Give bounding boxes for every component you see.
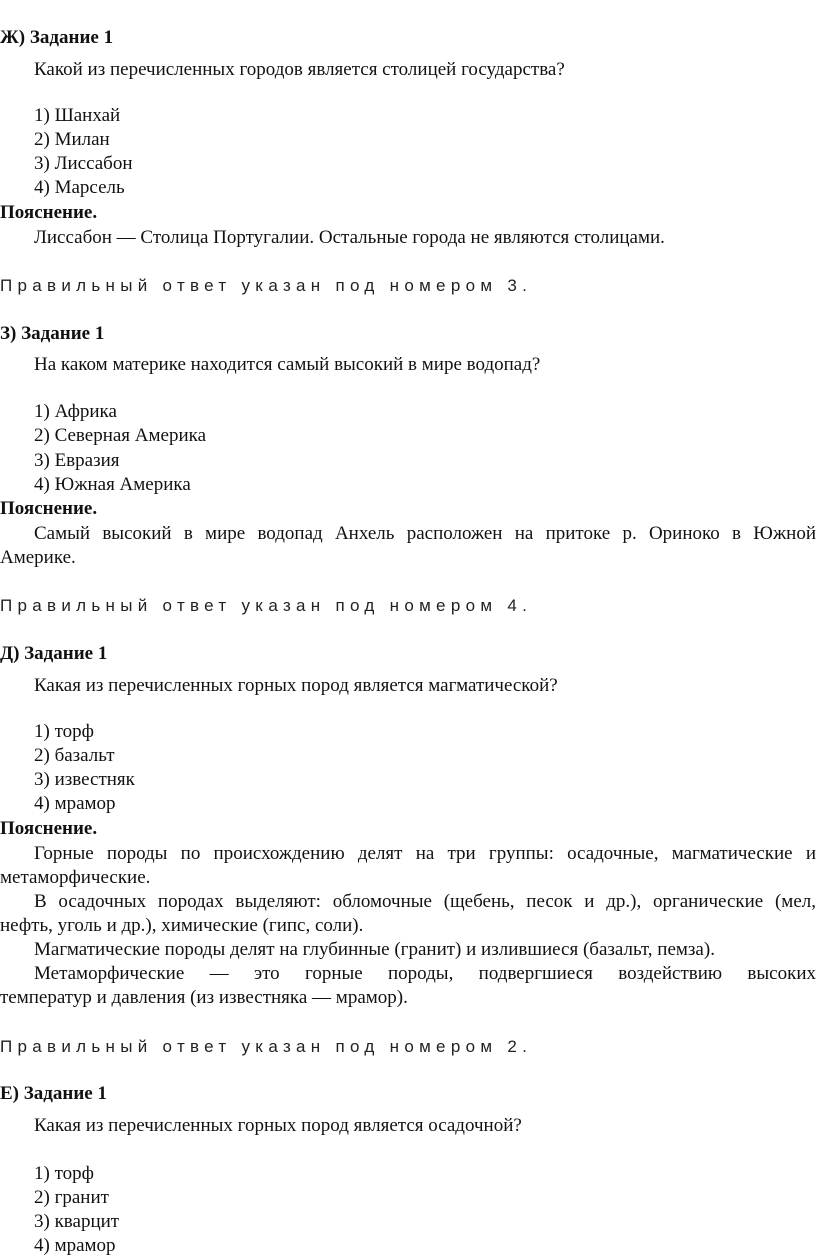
correct-answer-note: Правильный ответ указан под номером 3. bbox=[0, 276, 533, 295]
explanation-text: нефть, уголь и др.), химические (гипс, соли). bbox=[0, 915, 364, 936]
answer-option: 4) мрамор bbox=[34, 1235, 116, 1256]
explanation-text: температур и давления (из известняка — мрамор). bbox=[0, 987, 408, 1008]
answer-option: 4) Южная Америка bbox=[34, 474, 191, 495]
answer-option: 4) мрамор bbox=[34, 793, 116, 814]
section-heading: Д) Задание 1 bbox=[0, 643, 108, 664]
answer-option: 3) кварцит bbox=[34, 1211, 120, 1232]
answer-option: 1) Африка bbox=[34, 401, 117, 422]
section-heading: Е) Задание 1 bbox=[0, 1083, 107, 1104]
correct-answer-note: Правильный ответ указан под номером 2. bbox=[0, 1037, 533, 1056]
answer-option: 2) гранит bbox=[34, 1187, 109, 1208]
explanation-text: В осадочных породах выделяют: обломочные (щебень, песок и др.), органические (мел, bbox=[34, 891, 816, 912]
correct-answer-note: Правильный ответ указан под номером 4. bbox=[0, 596, 533, 615]
section-heading: Ж) Задание 1 bbox=[0, 27, 114, 48]
answer-option: 3) Евразия bbox=[34, 450, 120, 471]
answer-option: 2) базальт bbox=[34, 745, 115, 766]
explanation-text: Метаморфические — это горные породы, подвергшиеся воздействию высоких bbox=[34, 963, 816, 984]
answer-option: 3) известняк bbox=[34, 769, 135, 790]
question-text: Какая из перечисленных горных пород является магматической? bbox=[34, 675, 558, 696]
explanation-label: Пояснение. bbox=[0, 818, 98, 839]
explanation-text: метаморфические. bbox=[0, 867, 151, 888]
answer-option: 2) Северная Америка bbox=[34, 425, 207, 446]
question-text: На каком материке находится самый высокий в мире водопад? bbox=[34, 354, 541, 375]
explanation-label: Пояснение. bbox=[0, 202, 98, 223]
answer-option: 2) Милан bbox=[34, 129, 110, 150]
explanation-label: Пояснение. bbox=[0, 498, 98, 519]
answer-option: 1) торф bbox=[34, 1163, 94, 1184]
explanation-text: Лиссабон — Столица Португалии. Остальные города не являются столицами. bbox=[34, 227, 665, 248]
answer-option: 4) Марсель bbox=[34, 177, 125, 198]
answer-option: 3) Лиссабон bbox=[34, 153, 133, 174]
answer-option: 1) торф bbox=[34, 721, 94, 742]
answer-option: 1) Шанхай bbox=[34, 105, 121, 126]
explanation-text: Магматические породы делят на глубинные (гранит) и излившиеся (базальт, пемза). bbox=[34, 939, 715, 960]
question-text: Какой из перечисленных городов является столицей государства? bbox=[34, 59, 565, 80]
question-text: Какая из перечисленных горных пород является осадочной? bbox=[34, 1115, 522, 1136]
explanation-text: Америке. bbox=[0, 547, 76, 568]
explanation-text: Горные породы по происхождению делят на три группы: осадочные, магматические и bbox=[34, 843, 816, 864]
explanation-text: Самый высокий в мире водопад Анхель расположен на притоке р. Ориноко в Южной bbox=[34, 523, 816, 544]
section-heading: З) Задание 1 bbox=[0, 323, 105, 344]
